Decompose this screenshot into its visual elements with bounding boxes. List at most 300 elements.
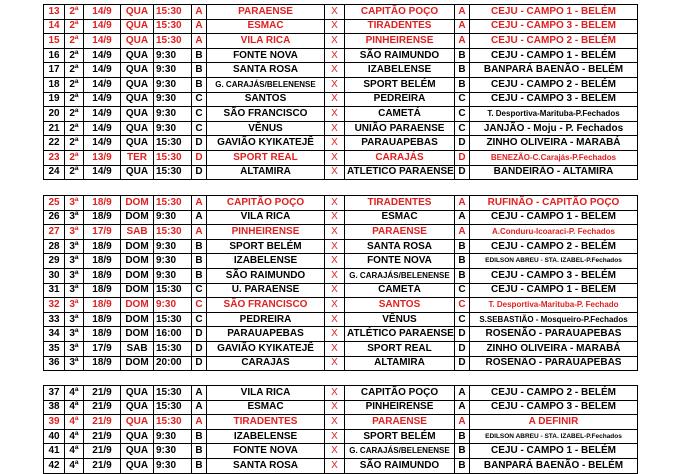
- match-number: 18: [44, 77, 65, 92]
- kickoff-time: 15:30: [154, 19, 192, 34]
- date: 21/9: [84, 415, 121, 430]
- weekday: TER: [121, 150, 154, 165]
- venue: JANJÃO - Moju - P. Fechados: [470, 121, 638, 136]
- kickoff-time: 15:30: [154, 5, 192, 20]
- schedule-rows: [44, 386, 638, 474]
- match-row: [44, 283, 638, 298]
- round: 2ª: [65, 34, 84, 49]
- round: 2ª: [65, 63, 84, 78]
- away-team: G. CARAJÁS/BELENENSE: [345, 268, 455, 283]
- home-group: A: [192, 34, 207, 49]
- round: 2ª: [65, 92, 84, 107]
- schedule-block-round-3: [43, 195, 638, 371]
- home-group: A: [192, 415, 207, 430]
- match-row: [44, 312, 638, 327]
- home-team: VILA RICA: [207, 210, 325, 225]
- versus-mark: X: [325, 458, 345, 473]
- versus-mark: X: [325, 19, 345, 34]
- match-row: [44, 19, 638, 34]
- weekday: QUA: [121, 77, 154, 92]
- round: 2ª: [65, 48, 84, 63]
- venue: RUFINÃO - CAPITÃO POÇO: [470, 196, 638, 211]
- match-number: 33: [44, 312, 65, 327]
- home-team: IZABELENSE: [207, 254, 325, 269]
- home-team: CARAJÁS: [207, 356, 325, 371]
- match-number: 27: [44, 225, 65, 240]
- date: 18/9: [84, 283, 121, 298]
- away-team: CAMETÁ: [345, 283, 455, 298]
- kickoff-time: 9:30: [154, 92, 192, 107]
- away-group: A: [455, 225, 470, 240]
- away-group: B: [455, 444, 470, 459]
- match-number: 39: [44, 415, 65, 430]
- round: 2ª: [65, 5, 84, 20]
- weekday: SAB: [121, 341, 154, 356]
- venue: CEJU - CAMPO 1 - BELÉM: [470, 48, 638, 63]
- date: 18/9: [84, 327, 121, 342]
- versus-mark: X: [325, 341, 345, 356]
- venue: BANPARÁ BAENÃO - BELÉM: [470, 458, 638, 473]
- venue: CEJU - CAMPO 1 - BELÉM: [470, 210, 638, 225]
- weekday: QUA: [121, 107, 154, 122]
- date: 21/9: [84, 444, 121, 459]
- weekday: SAB: [121, 225, 154, 240]
- venue: CEJU - CAMPO 1 - BELÉM: [470, 5, 638, 20]
- schedule-block-round-4: [43, 385, 638, 474]
- kickoff-time: 9:30: [154, 268, 192, 283]
- home-team: VÊNUS: [207, 121, 325, 136]
- weekday: QUA: [121, 34, 154, 49]
- versus-mark: X: [325, 77, 345, 92]
- home-group: B: [192, 458, 207, 473]
- versus-mark: X: [325, 225, 345, 240]
- date: 21/9: [84, 386, 121, 401]
- versus-mark: X: [325, 283, 345, 298]
- away-group: A: [455, 196, 470, 211]
- match-number: 38: [44, 400, 65, 415]
- match-row: [44, 341, 638, 356]
- match-number: 35: [44, 341, 65, 356]
- home-group: C: [192, 121, 207, 136]
- match-number: 21: [44, 121, 65, 136]
- home-group: D: [192, 150, 207, 165]
- versus-mark: X: [325, 196, 345, 211]
- home-group: C: [192, 312, 207, 327]
- kickoff-time: 15:30: [154, 136, 192, 151]
- venue: BANPARÁ BAENÃO - BELÉM: [470, 63, 638, 78]
- date: 14/9: [84, 121, 121, 136]
- home-team: TIRADENTES: [207, 415, 325, 430]
- versus-mark: X: [325, 165, 345, 180]
- away-group: B: [455, 77, 470, 92]
- weekday: QUA: [121, 5, 154, 20]
- match-number: 29: [44, 254, 65, 269]
- home-team: PINHEIRENSE: [207, 225, 325, 240]
- venue: ROSENÃO - PARAUAPEBAS: [470, 327, 638, 342]
- home-team: U. PARAENSE: [207, 283, 325, 298]
- home-team: SÃO FRANCISCO: [207, 298, 325, 313]
- match-number: 42: [44, 458, 65, 473]
- away-group: D: [455, 150, 470, 165]
- kickoff-time: 9:30: [154, 48, 192, 63]
- kickoff-time: 9:30: [154, 239, 192, 254]
- venue: CEJU - CAMPO 3 - BELÉM: [470, 268, 638, 283]
- home-team: PARAENSE: [207, 5, 325, 20]
- schedule-rows: [44, 5, 638, 180]
- away-team: PEDREIRA: [345, 92, 455, 107]
- round: 3ª: [65, 225, 84, 240]
- versus-mark: X: [325, 444, 345, 459]
- kickoff-time: 9:30: [154, 298, 192, 313]
- away-group: D: [455, 136, 470, 151]
- weekday: QUA: [121, 165, 154, 180]
- match-number: 15: [44, 34, 65, 49]
- home-team: SPORT BELÉM: [207, 239, 325, 254]
- date: 18/9: [84, 298, 121, 313]
- round: 3ª: [65, 196, 84, 211]
- home-group: D: [192, 327, 207, 342]
- date: 14/9: [84, 34, 121, 49]
- match-row: [44, 5, 638, 20]
- venue: A.Conduru-Icoaraci-P. Fechados: [470, 225, 638, 240]
- weekday: DOM: [121, 239, 154, 254]
- venue: BANDEIRÃO - ALTAMIRA: [470, 165, 638, 180]
- match-number: 25: [44, 196, 65, 211]
- weekday: DOM: [121, 210, 154, 225]
- date: 14/9: [84, 48, 121, 63]
- match-row: [44, 92, 638, 107]
- match-row: [44, 225, 638, 240]
- match-number: 23: [44, 150, 65, 165]
- venue: CEJU - CAMPO 3 - BELÉM: [470, 19, 638, 34]
- weekday: QUA: [121, 400, 154, 415]
- home-group: C: [192, 298, 207, 313]
- match-row: [44, 63, 638, 78]
- away-group: A: [455, 19, 470, 34]
- versus-mark: X: [325, 312, 345, 327]
- home-group: D: [192, 356, 207, 371]
- away-team: IZABELENSE: [345, 63, 455, 78]
- match-row: [44, 48, 638, 63]
- kickoff-time: 9:30: [154, 210, 192, 225]
- match-row: [44, 239, 638, 254]
- away-team: PINHEIRENSE: [345, 400, 455, 415]
- date: 21/9: [84, 400, 121, 415]
- away-group: C: [455, 121, 470, 136]
- kickoff-time: 15:30: [154, 150, 192, 165]
- date: 18/9: [84, 196, 121, 211]
- kickoff-time: 15:30: [154, 341, 192, 356]
- match-number: 41: [44, 444, 65, 459]
- away-group: A: [455, 400, 470, 415]
- versus-mark: X: [325, 136, 345, 151]
- home-group: A: [192, 225, 207, 240]
- away-group: B: [455, 63, 470, 78]
- home-group: A: [192, 386, 207, 401]
- match-row: [44, 415, 638, 430]
- round: 4ª: [65, 458, 84, 473]
- match-row: [44, 254, 638, 269]
- home-group: D: [192, 341, 207, 356]
- home-group: A: [192, 19, 207, 34]
- home-team: GAVIÃO KYIKATEJÊ: [207, 341, 325, 356]
- home-team: PEDREIRA: [207, 312, 325, 327]
- date: 17/9: [84, 341, 121, 356]
- away-team: SÃO RAIMUNDO: [345, 48, 455, 63]
- weekday: QUA: [121, 415, 154, 430]
- away-team: SPORT REAL: [345, 341, 455, 356]
- away-group: C: [455, 107, 470, 122]
- home-team: SANTOS: [207, 92, 325, 107]
- kickoff-time: 15:30: [154, 34, 192, 49]
- schedule-block-round-2: [43, 4, 638, 180]
- venue: EDILSON ABREU - STA. IZABEL-P.Fechados: [470, 254, 638, 269]
- date: 14/9: [84, 165, 121, 180]
- weekday: DOM: [121, 312, 154, 327]
- weekday: DOM: [121, 298, 154, 313]
- match-number: 20: [44, 107, 65, 122]
- kickoff-time: 9:30: [154, 254, 192, 269]
- versus-mark: X: [325, 107, 345, 122]
- match-row: [44, 429, 638, 444]
- away-group: C: [455, 298, 470, 313]
- away-group: B: [455, 239, 470, 254]
- away-group: C: [455, 92, 470, 107]
- away-team: TIRADENTES: [345, 196, 455, 211]
- versus-mark: X: [325, 386, 345, 401]
- venue: CEJU - CAMPO 3 - BELÉM: [470, 400, 638, 415]
- home-group: B: [192, 63, 207, 78]
- date: 18/9: [84, 268, 121, 283]
- home-group: D: [192, 136, 207, 151]
- versus-mark: X: [325, 356, 345, 371]
- venue: CEJU - CAMPO 3 - BELÉM: [470, 92, 638, 107]
- home-team: FONTE NOVA: [207, 48, 325, 63]
- home-team: PARAUAPEBAS: [207, 327, 325, 342]
- kickoff-time: 15:30: [154, 415, 192, 430]
- away-team: ATLÉTICO PARAENSE: [345, 327, 455, 342]
- away-team: VÊNUS: [345, 312, 455, 327]
- home-group: B: [192, 254, 207, 269]
- home-group: B: [192, 444, 207, 459]
- home-team: VILA RICA: [207, 386, 325, 401]
- versus-mark: X: [325, 327, 345, 342]
- away-group: A: [455, 5, 470, 20]
- match-number: 16: [44, 48, 65, 63]
- versus-mark: X: [325, 121, 345, 136]
- date: 18/9: [84, 210, 121, 225]
- weekday: DOM: [121, 196, 154, 211]
- home-team: VILA RICA: [207, 34, 325, 49]
- away-team: TIRADENTES: [345, 19, 455, 34]
- versus-mark: X: [325, 34, 345, 49]
- away-group: C: [455, 312, 470, 327]
- date: 17/9: [84, 225, 121, 240]
- kickoff-time: 15:30: [154, 312, 192, 327]
- home-team: GAVIÃO KYIKATEJÊ: [207, 136, 325, 151]
- match-row: [44, 196, 638, 211]
- home-team: SÃO RAIMUNDO: [207, 268, 325, 283]
- kickoff-time: 9:30: [154, 77, 192, 92]
- round: 4ª: [65, 444, 84, 459]
- date: 14/9: [84, 77, 121, 92]
- match-row: [44, 400, 638, 415]
- match-number: 13: [44, 5, 65, 20]
- match-number: 30: [44, 268, 65, 283]
- weekday: QUA: [121, 48, 154, 63]
- weekday: QUA: [121, 19, 154, 34]
- match-number: 36: [44, 356, 65, 371]
- match-row: [44, 150, 638, 165]
- away-team: FONTE NOVA: [345, 254, 455, 269]
- home-group: C: [192, 92, 207, 107]
- date: 14/9: [84, 63, 121, 78]
- away-team: PARAUAPEBAS: [345, 136, 455, 151]
- match-row: [44, 210, 638, 225]
- home-group: A: [192, 400, 207, 415]
- round: 3ª: [65, 298, 84, 313]
- weekday: DOM: [121, 327, 154, 342]
- kickoff-time: 9:30: [154, 63, 192, 78]
- match-number: 40: [44, 429, 65, 444]
- venue: ZINHO OLIVEIRA - MARABÁ: [470, 341, 638, 356]
- date: 14/9: [84, 19, 121, 34]
- venue: T. Desportiva-Marituba-P.Fechados: [470, 107, 638, 122]
- kickoff-time: 9:30: [154, 429, 192, 444]
- home-team: ESMAC: [207, 400, 325, 415]
- home-group: B: [192, 268, 207, 283]
- round: 3ª: [65, 210, 84, 225]
- away-group: A: [455, 386, 470, 401]
- match-row: [44, 268, 638, 283]
- round: 3ª: [65, 283, 84, 298]
- weekday: DOM: [121, 283, 154, 298]
- weekday: QUA: [121, 386, 154, 401]
- match-row: [44, 386, 638, 401]
- weekday: QUA: [121, 121, 154, 136]
- match-row: [44, 121, 638, 136]
- away-group: A: [455, 210, 470, 225]
- match-number: 28: [44, 239, 65, 254]
- kickoff-time: 15:30: [154, 283, 192, 298]
- date: 18/9: [84, 254, 121, 269]
- away-group: A: [455, 34, 470, 49]
- date: 18/9: [84, 239, 121, 254]
- date: 18/9: [84, 356, 121, 371]
- round: 3ª: [65, 254, 84, 269]
- match-number: 26: [44, 210, 65, 225]
- date: 14/9: [84, 107, 121, 122]
- match-row: [44, 444, 638, 459]
- away-group: B: [455, 254, 470, 269]
- away-team: SANTA ROSA: [345, 239, 455, 254]
- date: 18/9: [84, 312, 121, 327]
- match-row: [44, 77, 638, 92]
- away-group: B: [455, 268, 470, 283]
- weekday: QUA: [121, 429, 154, 444]
- home-team: ESMAC: [207, 19, 325, 34]
- match-row: [44, 34, 638, 49]
- away-team: SPORT BELÉM: [345, 77, 455, 92]
- home-group: C: [192, 107, 207, 122]
- versus-mark: X: [325, 5, 345, 20]
- venue: S.SEBASTIÃO - Mosqueiro-P.Fechados: [470, 312, 638, 327]
- away-group: D: [455, 327, 470, 342]
- match-number: 34: [44, 327, 65, 342]
- venue: CEJU - CAMPO 2 - BELÉM: [470, 34, 638, 49]
- weekday: QUA: [121, 63, 154, 78]
- away-team: ALTAMIRA: [345, 356, 455, 371]
- home-team: SANTA ROSA: [207, 458, 325, 473]
- kickoff-time: 16:00: [154, 327, 192, 342]
- away-team: PARAENSE: [345, 415, 455, 430]
- away-team: ATLÉTICO PARAENSE: [345, 165, 455, 180]
- round: 2ª: [65, 77, 84, 92]
- match-number: 32: [44, 298, 65, 313]
- round: 3ª: [65, 268, 84, 283]
- round: 2ª: [65, 165, 84, 180]
- versus-mark: X: [325, 298, 345, 313]
- versus-mark: X: [325, 400, 345, 415]
- away-team: SÃO RAIMUNDO: [345, 458, 455, 473]
- kickoff-time: 15:30: [154, 386, 192, 401]
- venue: T. Desportiva-Marituba-P. Fechado: [470, 298, 638, 313]
- kickoff-time: 15:30: [154, 165, 192, 180]
- weekday: DOM: [121, 356, 154, 371]
- away-team: CAMETÁ: [345, 107, 455, 122]
- weekday: QUA: [121, 444, 154, 459]
- weekday: QUA: [121, 92, 154, 107]
- venue: ZINHO OLIVEIRA - MARABÁ: [470, 136, 638, 151]
- venue: ROSENÃO - PARAUAPEBAS: [470, 356, 638, 371]
- away-team: ESMAC: [345, 210, 455, 225]
- versus-mark: X: [325, 429, 345, 444]
- round: 3ª: [65, 312, 84, 327]
- home-team: SÃO FRANCISCO: [207, 107, 325, 122]
- home-team: G. CARAJÁS/BELENENSE: [207, 77, 325, 92]
- round: 2ª: [65, 107, 84, 122]
- kickoff-time: 9:30: [154, 107, 192, 122]
- away-team: PINHEIRENSE: [345, 34, 455, 49]
- round: 4ª: [65, 386, 84, 401]
- round: 2ª: [65, 150, 84, 165]
- home-group: B: [192, 77, 207, 92]
- kickoff-time: 9:30: [154, 121, 192, 136]
- match-number: 19: [44, 92, 65, 107]
- date: 14/9: [84, 5, 121, 20]
- weekday: DOM: [121, 254, 154, 269]
- kickoff-time: 15:30: [154, 400, 192, 415]
- away-team: CAPITÃO POÇO: [345, 5, 455, 20]
- date: 14/9: [84, 92, 121, 107]
- versus-mark: X: [325, 254, 345, 269]
- date: 14/9: [84, 136, 121, 151]
- round: 3ª: [65, 341, 84, 356]
- date: 21/9: [84, 458, 121, 473]
- away-team: CAPITÃO POÇO: [345, 386, 455, 401]
- schedule-rows: [44, 196, 638, 371]
- round: 3ª: [65, 356, 84, 371]
- home-team: SANTA ROSA: [207, 63, 325, 78]
- versus-mark: X: [325, 63, 345, 78]
- kickoff-time: 15:30: [154, 196, 192, 211]
- weekday: DOM: [121, 268, 154, 283]
- home-group: A: [192, 210, 207, 225]
- away-group: D: [455, 341, 470, 356]
- venue: CEJU - CAMPO 2 - BELÉM: [470, 386, 638, 401]
- versus-mark: X: [325, 239, 345, 254]
- home-group: B: [192, 48, 207, 63]
